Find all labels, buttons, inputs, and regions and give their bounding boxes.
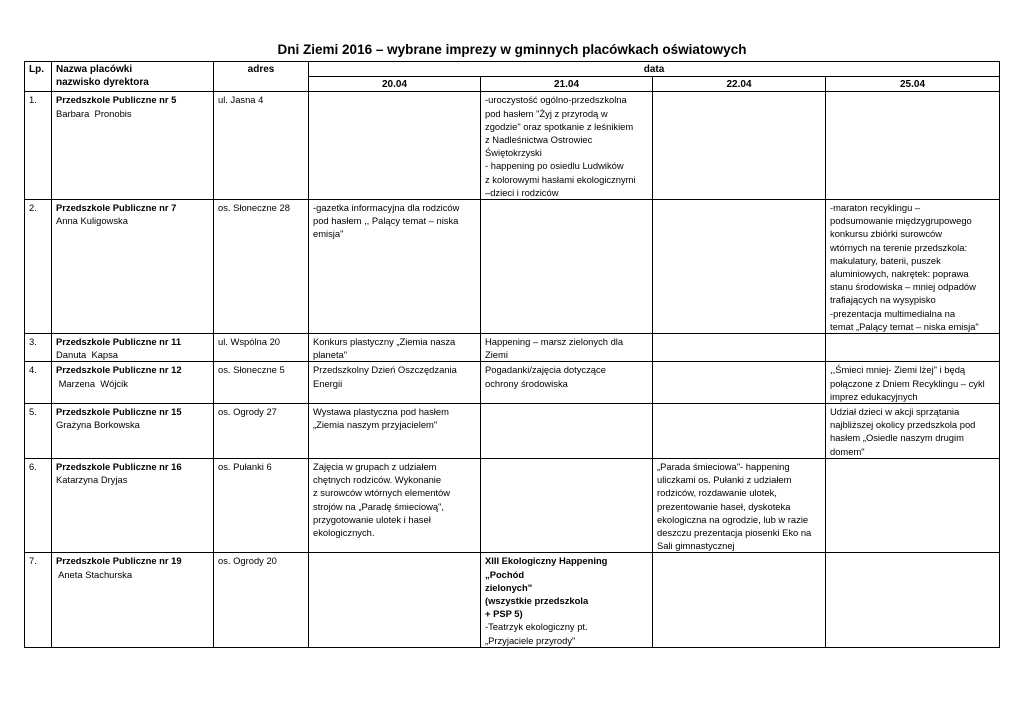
row-number: 2. — [25, 200, 52, 334]
event-21-04 — [481, 404, 653, 459]
address-cell: os. Słoneczne 28 — [214, 200, 309, 334]
school-name: Przedszkole Publiczne nr 7 — [56, 202, 177, 214]
event-22-04 — [653, 458, 826, 552]
event-22-04 — [653, 200, 826, 334]
row-number: 7. — [25, 553, 52, 647]
header-address: adres — [214, 62, 309, 92]
table-row — [25, 458, 1000, 552]
event-25-04 — [826, 404, 1000, 459]
school-cell — [52, 200, 214, 334]
event-25-04-line: wtórnych na terenie przedszkola: — [830, 241, 968, 253]
event-20-04 — [309, 458, 481, 552]
event-20-04-line: strojów na „Paradę śmieciową", — [313, 500, 444, 512]
header-date-25-04: 25.04 — [826, 77, 1000, 92]
school-name: Przedszkole Publiczne nr 11 — [56, 336, 182, 348]
event-25-04-line: makulatury, baterii, puszek — [830, 254, 941, 266]
row-number: 3. — [25, 334, 52, 362]
event-25-04-line: -maraton recyklingu – — [830, 202, 921, 214]
event-25-04-line: ,,Śmieci mniej- Ziemi lżej" i będą — [830, 364, 966, 376]
row-number: 4. — [25, 362, 52, 404]
event-21-04-line: XIII Ekologiczny Happening „Pochód — [485, 555, 608, 580]
header-date-22-04: 22.04 — [653, 77, 826, 92]
event-21-04-line: - happening po osiedlu Ludwików — [485, 160, 624, 172]
event-20-04 — [309, 362, 481, 404]
event-21-04-line: Świętokrzyski — [485, 147, 542, 159]
director-name: Barbara Pronobis — [56, 107, 132, 119]
event-22-04 — [653, 362, 826, 404]
director-name: Danuta Kapsa — [56, 349, 119, 361]
event-25-04-line: połączone z Dniem Recyklingu – cykl — [830, 377, 985, 389]
event-22-04 — [653, 334, 826, 362]
event-20-04 — [309, 334, 481, 362]
header-name-line1: Nazwa placówki — [56, 64, 133, 75]
event-25-04 — [826, 553, 1000, 647]
event-25-04 — [826, 334, 1000, 362]
page-title: Dni Ziemi 2016 – wybrane imprezy w gminnych placówkach oświatowych — [277, 42, 747, 57]
school-cell — [52, 92, 214, 200]
header-name — [52, 62, 214, 92]
header-row — [25, 62, 1000, 77]
event-20-04-line: emisja" — [313, 228, 344, 240]
event-22-04-line: Sali gimnastycznej — [657, 540, 735, 552]
header-date-20-04: 20.04 — [309, 77, 481, 92]
address-cell: os. Ogrody 20 — [214, 553, 309, 647]
event-22-04-line: „Parada śmieciowa"- happening — [657, 460, 790, 472]
event-22-04-line: deszczu prezentacja piosenki Eko na — [657, 526, 812, 538]
table-row — [25, 92, 1000, 200]
row-number: 6. — [25, 458, 52, 552]
director-name: Katarzyna Dryjas — [56, 474, 128, 486]
event-20-04-line: Energii — [313, 377, 343, 389]
event-22-04-line: ekologiczna na ogrodzie, lub w razie — [657, 513, 809, 525]
event-20-04-line: ekologicznych. — [313, 526, 375, 538]
address-cell: ul. Wspólna 20 — [214, 334, 309, 362]
event-20-04 — [309, 404, 481, 459]
event-20-04-line: chętnych rodziców. Wykonanie — [313, 474, 442, 486]
event-21-04-line: -uroczystość ogólno-przedszkolna — [485, 94, 627, 106]
row-number: 5. — [25, 404, 52, 459]
event-20-04-line: planeta" — [313, 349, 348, 361]
event-20-04-line: Zajęcia w grupach z udziałem — [313, 460, 437, 472]
event-20-04 — [309, 92, 481, 200]
event-20-04-line: z surowców wtórnych elementów — [313, 487, 451, 499]
event-21-04-line: „Przyjaciele przyrody" — [485, 634, 576, 646]
event-21-04-line: pod hasłem "Żyj z przyrodą w — [485, 107, 608, 119]
event-21-04 — [481, 334, 653, 362]
address-cell: os. Pułanki 6 — [214, 458, 309, 552]
event-21-04-line: z Nadleśnictwa Ostrowiec — [485, 134, 593, 146]
event-25-04-line: imprez edukacyjnych — [830, 390, 918, 402]
event-21-04 — [481, 92, 653, 200]
event-20-04-line: -gazetka informacyjna dla rodziców — [313, 202, 460, 214]
event-25-04-line: domem" — [830, 445, 865, 457]
event-20-04 — [309, 200, 481, 334]
event-21-04 — [481, 200, 653, 334]
events-table — [24, 61, 1000, 648]
event-20-04 — [309, 553, 481, 647]
event-25-04-line: podsumowanie międzygrupowego — [830, 215, 972, 227]
event-21-04-line: Ziemi — [485, 349, 508, 361]
school-name: Przedszkole Publiczne nr 5 — [56, 94, 177, 106]
event-21-04-line: z kolorowymi hasłami ekologicznymi — [485, 173, 636, 185]
director-name: Anna Kuligowska — [56, 215, 128, 227]
row-number: 1. — [25, 92, 52, 200]
event-22-04 — [653, 404, 826, 459]
event-25-04-line: stanu środowiska – mniej odpadów — [830, 281, 976, 293]
school-cell — [52, 458, 214, 552]
event-21-04-line: -Teatrzyk ekologiczny pt. — [485, 621, 588, 633]
event-21-04-line: –dzieci i rodziców — [485, 186, 559, 198]
table-row — [25, 362, 1000, 404]
event-20-04-line: Konkurs plastyczny „Ziemia nasza — [313, 336, 456, 348]
address-cell: os. Ogrody 27 — [214, 404, 309, 459]
event-25-04-line: temat „Palący temat – niska emisja" — [830, 320, 979, 332]
event-21-04-line: Pogadanki/zajęcia dotyczące — [485, 364, 606, 376]
school-name: Przedszkole Publiczne nr 15 — [56, 406, 182, 418]
event-25-04-line: aluminiowych, nakrętek: poprawa — [830, 268, 969, 280]
school-cell — [52, 553, 214, 647]
address-cell: os. Słoneczne 5 — [214, 362, 309, 404]
event-25-04 — [826, 362, 1000, 404]
event-21-04-line: zielonych" — [485, 581, 533, 593]
event-22-04 — [653, 92, 826, 200]
school-name: Przedszkole Publiczne nr 16 — [56, 460, 182, 472]
event-21-04 — [481, 362, 653, 404]
event-25-04-line: hasłem „Osiedle naszym drugim — [830, 432, 964, 444]
event-25-04-line: -prezentacja multimedialna na — [830, 307, 956, 319]
event-25-04-line: Udział dzieci w akcji sprzątania — [830, 406, 960, 418]
event-21-04 — [481, 553, 653, 647]
event-22-04-line: prezentowanie haseł, dyskoteka — [657, 500, 791, 512]
header-lp: Lp. — [25, 62, 52, 92]
event-25-04 — [826, 458, 1000, 552]
event-21-04-line: zgodzie" oraz spotkanie z leśnikiem — [485, 120, 634, 132]
school-name: Przedszkole Publiczne nr 19 — [56, 555, 182, 567]
school-cell — [52, 404, 214, 459]
event-22-04 — [653, 553, 826, 647]
event-20-04-line: Przedszkolny Dzień Oszczędzania — [313, 364, 457, 376]
event-25-04-line: trafiających na wysypisko — [830, 294, 936, 306]
event-25-04 — [826, 200, 1000, 334]
event-21-04-line: + PSP 5) — [485, 608, 523, 620]
school-name: Przedszkole Publiczne nr 12 — [56, 364, 182, 376]
event-21-04 — [481, 458, 653, 552]
table-row — [25, 334, 1000, 362]
event-25-04 — [826, 92, 1000, 200]
event-22-04-line: rodziców, rozdawanie ulotek, — [657, 487, 777, 499]
table-row — [25, 404, 1000, 459]
director-name: Grażyna Borkowska — [56, 419, 140, 431]
header-name-line2: nazwisko dyrektora — [56, 77, 149, 89]
director-name: Marzena Wójcik — [56, 377, 128, 389]
school-cell — [52, 362, 214, 404]
table-row — [25, 200, 1000, 334]
school-cell — [52, 334, 214, 362]
address-cell: ul. Jasna 4 — [214, 92, 309, 200]
event-25-04-line: najbliższej okolicy przedszkola pod — [830, 419, 976, 431]
event-21-04-line: ochrony środowiska — [485, 377, 568, 389]
event-25-04-line: konkursu zbiórki surowców — [830, 228, 943, 240]
event-20-04-line: „Ziemia naszym przyjacielem" — [313, 419, 438, 431]
event-20-04-line: pod hasłem ,, Palący temat – niska — [313, 215, 459, 227]
event-21-04-line: Happening – marsz zielonych dla — [485, 336, 624, 348]
header-date-21-04: 21.04 — [481, 77, 653, 92]
event-20-04-line: przygotowanie ulotek i haseł — [313, 513, 431, 525]
header-date: data — [309, 62, 1000, 77]
event-22-04-line: uliczkami os. Pułanki z udziałem — [657, 474, 792, 486]
event-21-04-line: (wszystkie przedszkola — [485, 594, 589, 606]
director-name: Aneta Stachurska — [56, 568, 133, 580]
table-row — [25, 553, 1000, 647]
event-20-04-line: Wystawa plastyczna pod hasłem — [313, 406, 449, 418]
